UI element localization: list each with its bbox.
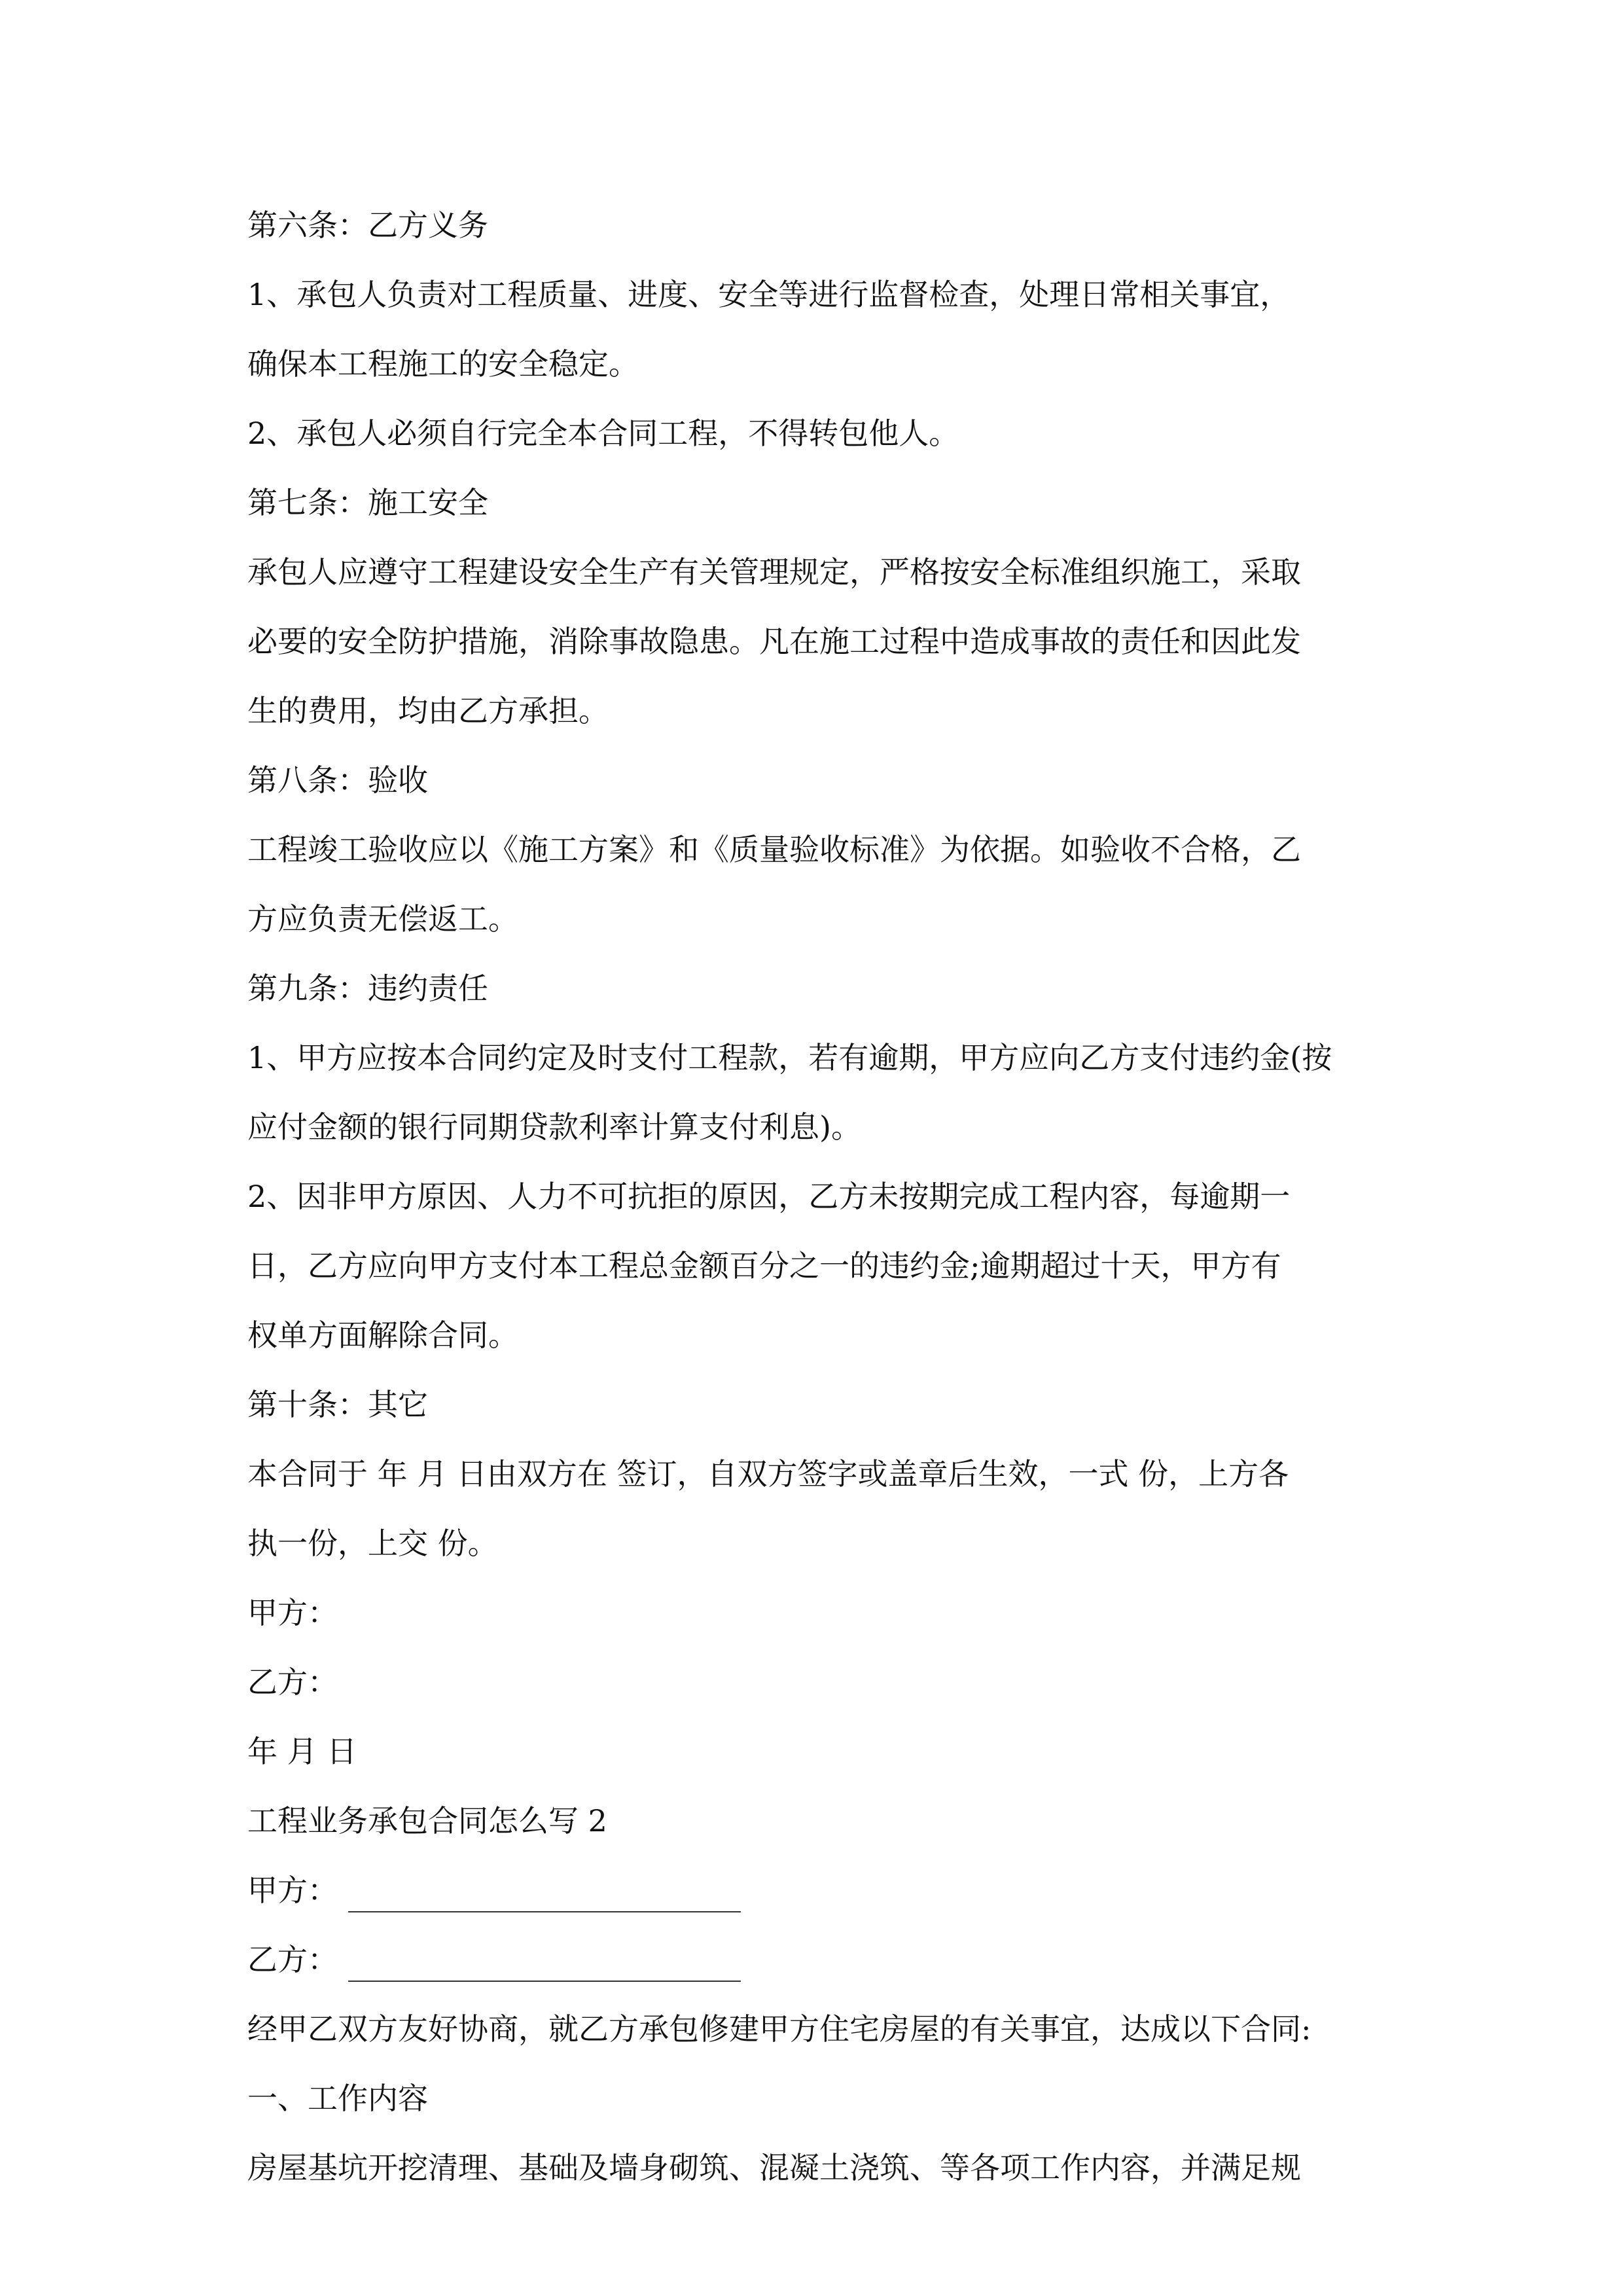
paragraph-line: 承包人应遵守工程建设安全生产有关管理规定，严格按安全标准组织施工，采取 [247, 554, 1301, 590]
party-b-blank-line [348, 1949, 741, 1982]
paragraph-line: 日，乙方应向甲方支付本工程总金额百分之一的违约金;逾期超过十天，甲方有 [247, 1248, 1281, 1283]
party-b-label: 乙方： [247, 1942, 338, 1977]
paragraph-line: 本合同于 年 月 日由双方在 签订，自双方签字或盖章后生效，一式 份，上方各 [247, 1456, 1289, 1492]
paragraph-line: 1、承包人负责对工程质量、进度、安全等进行监督检查，处理日常相关事宜， [247, 277, 1291, 312]
paragraph-line: 必要的安全防护措施，消除事故隐患。凡在施工过程中造成事故的责任和因此发 [247, 624, 1301, 659]
paragraph-line: 工程竣工验收应以《施工方案》和《质量验收标准》为依据。如验收不合格，乙 [247, 832, 1301, 867]
signature-date: 年 月 日 [247, 1734, 357, 1769]
section-heading: 一、工作内容 [247, 2081, 428, 2116]
paragraph-line: 执一份，上交 份。 [247, 1526, 498, 1561]
paragraph-line: 房屋基坑开挖清理、基础及墙身砌筑、混凝土浇筑、等各项工作内容，并满足规 [247, 2150, 1301, 2185]
paragraph-line: 确保本工程施工的安全稳定。 [247, 346, 639, 382]
article-7-heading: 第七条：施工安全 [247, 485, 488, 520]
paragraph-line: 权单方面解除合同。 [247, 1318, 518, 1353]
article-8-heading: 第八条：验收 [247, 762, 428, 798]
article-9-heading: 第九条：违约责任 [247, 971, 488, 1006]
paragraph-line: 经甲乙双方友好协商，就乙方承包修建甲方住宅房屋的有关事宜，达成以下合同: [247, 2011, 1311, 2047]
paragraph-line: 生的费用，均由乙方承担。 [247, 693, 609, 728]
signature-party-b: 乙方： [247, 1664, 338, 1700]
party-a-label: 甲方： [247, 1873, 338, 1908]
paragraph-line: 2、承包人必须自行完全本合同工程，不得转包他人。 [247, 416, 959, 451]
party-a-blank-line [348, 1880, 741, 1912]
paragraph-line: 方应负责无偿返工。 [247, 901, 518, 937]
section-title: 工程业务承包合同怎么写 2 [247, 1803, 607, 1839]
paragraph-line: 应付金额的银行同期贷款利率计算支付利息)。 [247, 1109, 861, 1145]
party-b-row [247, 1937, 1386, 1982]
signature-party-a: 甲方： [247, 1595, 338, 1630]
document-body [247, 203, 1386, 2215]
paragraph-line: 2、因非甲方原因、人力不可抗拒的原因，乙方未按期完成工程内容，每逾期一 [247, 1179, 1291, 1214]
article-6-heading: 第六条：乙方义务 [247, 207, 488, 243]
party-a-row [247, 1868, 1386, 1912]
paragraph-line: 1、甲方应按本合同约定及时支付工程款，若有逾期，甲方应向乙方支付违约金(按 [247, 1040, 1332, 1075]
article-10-heading: 第十条：其它 [247, 1387, 428, 1422]
